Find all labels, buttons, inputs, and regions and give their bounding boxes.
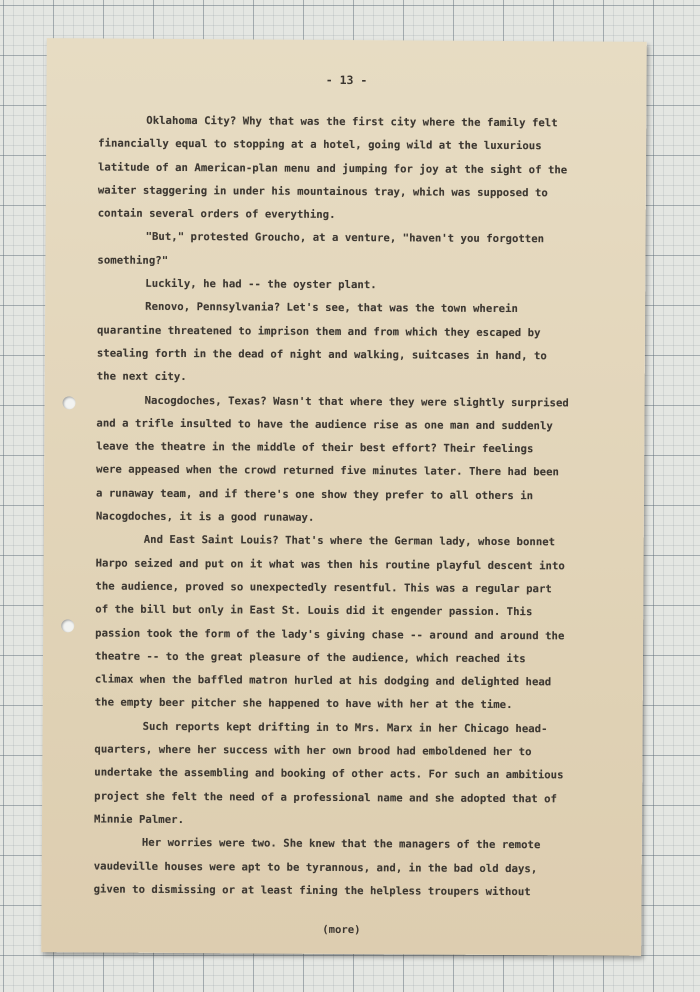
text-line: And East Saint Louis? That's where the German lady, whose bonnet: [143, 534, 556, 549]
text-line: Oklahoma City? Why that was the first city where the family felt: [146, 114, 558, 130]
text-line: quarters, where her success with her own brood had emboldened her to: [94, 743, 532, 759]
text-line: contain several orders of everything.: [97, 207, 336, 222]
text-line: project she felt the need of a professional name and she adopted that of: [94, 790, 558, 805]
text-line: were appeased when the crowd returned five minutes later. There had been: [96, 463, 560, 479]
typed-body-text: [94, 109, 619, 904]
text-line: Minnie Palmer.: [93, 813, 185, 826]
text-line: Luckily, he had -- the oyster plant.: [145, 277, 377, 292]
text-line: leave the theatre in the middle of their best effort? Their feelings: [96, 440, 534, 456]
text-line: Renovo, Pennsylvania? Let's see, that was the town wherein: [145, 301, 519, 316]
text-line: something?": [97, 254, 169, 267]
text-line: Her worries were two. She knew that the managers of the remote: [141, 836, 541, 852]
text-line: of the bill but only in East St. Louis did it engender passion. This: [95, 603, 533, 619]
text-line: Harpo seized and put on it what was then his routine playful descent into: [95, 557, 565, 572]
text-line: "But," protested Groucho, at a venture, "haven't you forgotten: [145, 231, 545, 246]
text-line: given to dismissing or at least fining the helpless troupers without: [93, 883, 531, 898]
text-line: the empty beer pitcher she happened to have with her at the time.: [94, 696, 513, 712]
text-line: Nacogdoches, it is a good runaway.: [95, 510, 315, 524]
text-line: latitude of an American-plan menu and jumping for joy at the sight of the: [97, 161, 568, 176]
punch-hole-upper: [63, 396, 76, 409]
text-line: theatre -- to the great pleasure of the audience, which reached its: [94, 650, 526, 665]
text-line: financially equal to stopping at a hotel, going wild at the luxurious: [98, 137, 542, 153]
text-line: a runaway team, and if there's one show they prefer to all others in: [95, 487, 534, 502]
text-line: passion took the form of the lady's giving chase -- around and around the: [95, 627, 565, 642]
typed-page: [41, 38, 647, 956]
text-line: Nacogdoches, Texas? Wasn't that where they were slightly surprised: [144, 394, 569, 409]
text-line: and a trifle insulted to have the audience rise as one man and suddenly: [96, 417, 553, 433]
page-number: - 13 -: [325, 72, 368, 88]
text-line: the next city.: [96, 370, 187, 384]
text-line: the audience, proved so unexpectedly resentful. This was a regular part: [95, 580, 552, 596]
text-line: vaudeville houses were apt to be tyrannous, and, in the bad old days,: [93, 859, 538, 875]
text-line: Such reports kept drifting in to Mrs. Marx in her Chicago head-: [142, 720, 548, 735]
text-line: waiter staggering in under his mountainous tray, which was supposed to: [97, 184, 548, 200]
text-line: quarantine threatened to imprison them and from which they escaped by: [96, 324, 541, 339]
text-line: undertake the assembling and booking of other acts. For such an ambitious: [94, 766, 564, 782]
text-line: stealing forth in the dead of night and walking, suitcases in hand, to: [96, 347, 547, 363]
text-line: climax when the baffled matron hurled at his dodging and delighted head: [94, 673, 552, 689]
continuation-marker: (more): [322, 923, 361, 937]
punch-hole-lower: [61, 619, 74, 632]
